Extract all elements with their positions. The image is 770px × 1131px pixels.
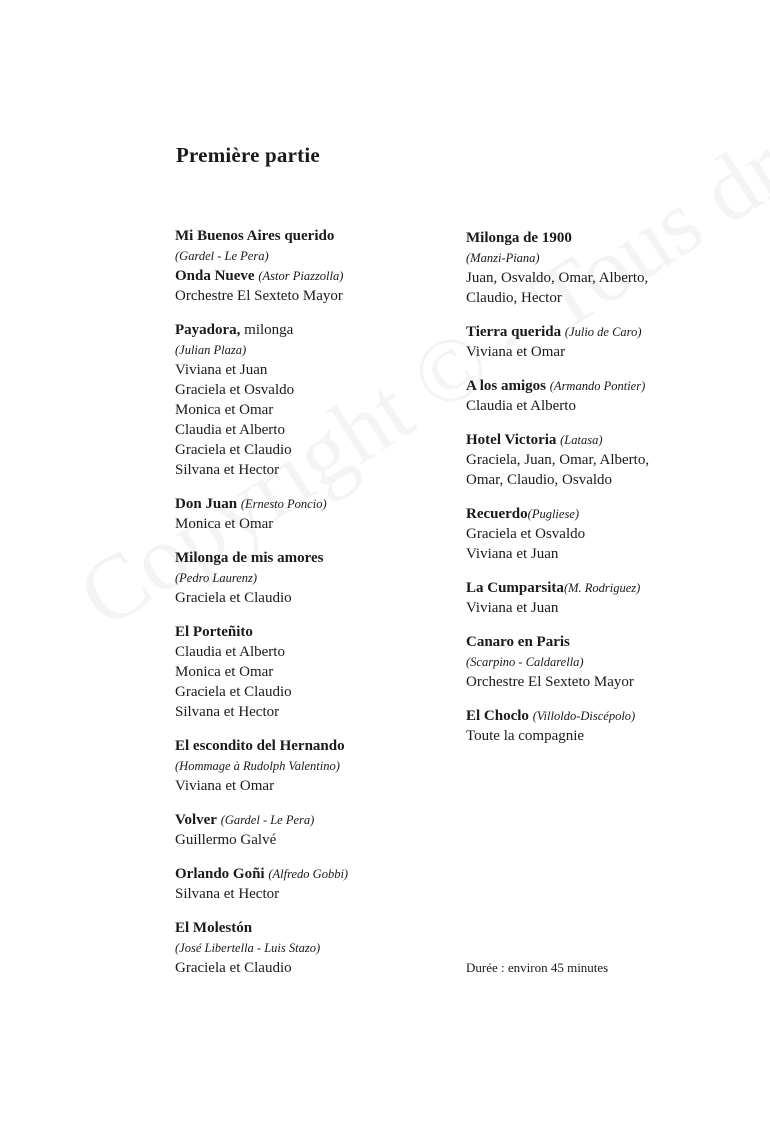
composer-credit: (José Libertella - Luis Stazo): [175, 941, 321, 955]
composer-credit: (Hommage à Rudolph Valentino): [175, 759, 340, 773]
piece-title: Orlando Goñi: [175, 866, 265, 882]
composer-credit: (Armando Pontier): [549, 379, 646, 393]
piece-title: Mi Buenos Aires querido: [175, 228, 335, 244]
performers-text: Viviana et Omar: [175, 778, 275, 794]
composer-credit: (Gardel - Le Pera): [220, 813, 315, 827]
composer-credit: (Pugliese): [527, 507, 580, 521]
program-item: [175, 226, 455, 306]
performers-text: Claudia et Alberto: [466, 398, 576, 414]
program-line: [466, 470, 746, 490]
program-line: [175, 622, 455, 642]
performers-text: Graciela et Osvaldo: [466, 526, 586, 542]
composer-credit: (Pedro Laurenz): [175, 571, 258, 585]
performers-text: Viviana et Juan: [466, 600, 559, 616]
piece-title: El escondito del Hernando: [175, 738, 345, 754]
performers-text: Graciela et Claudio: [175, 590, 292, 606]
performers-text: Graciela et Claudio: [175, 442, 292, 458]
program-line: [466, 544, 746, 564]
program-item: [175, 864, 455, 904]
program-line: [175, 380, 455, 400]
performers-text: milonga: [240, 322, 294, 338]
performers-text: Orchestre El Sexteto Mayor: [466, 674, 634, 690]
program-line: [175, 702, 455, 722]
piece-title: Payadora,: [175, 322, 241, 338]
program-item: [175, 810, 455, 850]
program-item: [466, 504, 746, 564]
piece-title: El Porteñito: [175, 624, 253, 640]
piece-title: Tierra querida: [466, 324, 562, 340]
program-item: [175, 622, 455, 722]
piece-title: Volver: [175, 812, 217, 828]
program-line: [466, 524, 746, 544]
program-line: [175, 440, 455, 460]
piece-title: Don Juan: [175, 496, 238, 512]
program-line: [466, 504, 746, 524]
piece-title: Recuerdo: [466, 506, 528, 522]
duration-note: Durée : environ 45 minutes: [466, 960, 609, 975]
composer-credit: (Villoldo-Discépolo): [532, 709, 636, 723]
piece-title: La Cumparsita: [466, 580, 564, 596]
piece-title: Onda Nueve: [175, 268, 255, 284]
performers-text: Claudio, Hector: [466, 290, 562, 306]
program-line: [466, 598, 746, 618]
program-column-left: [175, 226, 455, 992]
program-column-right: [466, 228, 746, 760]
performers-text: Monica et Omar: [175, 402, 274, 418]
performers-text: Graciela, Juan, Omar, Alberto,: [466, 452, 650, 468]
program-line: [175, 884, 455, 904]
performers-text: Claudia et Alberto: [175, 644, 285, 660]
program-line: [175, 810, 455, 830]
program-line: [466, 652, 746, 672]
performers-text: Juan, Osvaldo, Omar, Alberto,: [466, 270, 649, 286]
program-line: [175, 226, 455, 246]
program-line: [466, 706, 746, 726]
performers-text: Omar, Claudio, Osvaldo: [466, 472, 613, 488]
piece-title: A los amigos: [466, 378, 547, 394]
performers-text: Viviana et Juan: [175, 362, 268, 378]
program-line: [175, 320, 455, 340]
program-line: [175, 864, 455, 884]
performers-text: Viviana et Omar: [466, 344, 566, 360]
program-item: [466, 322, 746, 362]
program-line: [466, 396, 746, 416]
program-line: [466, 288, 746, 308]
performers-text: Viviana et Juan: [466, 546, 559, 562]
program-line: [175, 588, 455, 608]
program-line: [175, 266, 455, 286]
piece-title: El Choclo: [466, 708, 529, 724]
program-line: [466, 672, 746, 692]
program-line: [175, 756, 455, 776]
performers-text: Graciela et Claudio: [175, 684, 292, 700]
piece-title: Hotel Victoria: [466, 432, 557, 448]
program-line: [175, 514, 455, 534]
performers-text: Guillermo Galvé: [175, 832, 277, 848]
program-line: [175, 662, 455, 682]
program-line: [175, 682, 455, 702]
performers-text: Silvana et Hector: [175, 704, 280, 720]
program-line: [175, 918, 455, 938]
piece-title: Milonga de 1900: [466, 230, 572, 246]
performers-text: Orchestre El Sexteto Mayor: [175, 288, 343, 304]
program-line: [466, 248, 746, 268]
program-item: [466, 632, 746, 692]
program-line: [466, 228, 746, 248]
program-item: [175, 320, 455, 480]
program-line: [175, 286, 455, 306]
program-line: [175, 494, 455, 514]
composer-credit: (Gardel - Le Pera): [175, 249, 269, 263]
program-item: [466, 376, 746, 416]
program-line: [175, 400, 455, 420]
program-item: [175, 494, 455, 534]
program-line: [466, 322, 746, 342]
composer-credit: (Manzi-Piana): [466, 251, 540, 265]
performers-text: Monica et Omar: [175, 664, 274, 680]
program-line: [175, 642, 455, 662]
composer-credit: (Latasa): [560, 433, 603, 447]
program-line: [466, 726, 746, 746]
performers-text: Silvana et Hector: [175, 462, 280, 478]
performers-text: Graciela et Osvaldo: [175, 382, 295, 398]
composer-credit: (Ernesto Poncio): [240, 497, 327, 511]
program-line: [466, 450, 746, 470]
program-item: [466, 706, 746, 746]
piece-title: Canaro en Paris: [466, 634, 570, 650]
program-line: [466, 342, 746, 362]
program-line: [466, 430, 746, 450]
program-item: [175, 918, 455, 978]
performers-text: Claudia et Alberto: [175, 422, 285, 438]
program-line: [175, 340, 455, 360]
program-line: [466, 376, 746, 396]
program-item: [175, 736, 455, 796]
program-item: [466, 430, 746, 490]
program-line: [175, 776, 455, 796]
performers-text: Monica et Omar: [175, 516, 274, 532]
program-line: [175, 548, 455, 568]
program-line: [466, 578, 746, 598]
composer-credit: (Astor Piazzolla): [258, 269, 344, 283]
program-line: [175, 420, 455, 440]
performers-text: Graciela et Claudio: [175, 960, 292, 976]
page-title: Première partie: [176, 143, 320, 167]
program-line: [175, 736, 455, 756]
composer-credit: (Alfredo Gobbi): [268, 867, 349, 881]
piece-title: Milonga de mis amores: [175, 550, 324, 566]
composer-credit: (Julian Plaza): [175, 343, 247, 357]
program-line: [466, 268, 746, 288]
program-line: [175, 938, 455, 958]
performers-text: Silvana et Hector: [175, 886, 280, 902]
piece-title: El Molestón: [175, 920, 253, 936]
program-line: [466, 632, 746, 652]
program-item: [175, 548, 455, 608]
program-line: [175, 958, 455, 978]
program-line: [175, 568, 455, 588]
composer-credit: (Scarpino - Caldarella): [466, 655, 584, 669]
program-line: [175, 246, 455, 266]
composer-credit: (M. Rodriguez): [563, 581, 641, 595]
program-line: [175, 830, 455, 850]
program-item: [466, 228, 746, 308]
composer-credit: (Julio de Caro): [564, 325, 642, 339]
performers-text: Toute la compagnie: [466, 728, 585, 744]
program-line: [175, 360, 455, 380]
program-item: [466, 578, 746, 618]
program-line: [175, 460, 455, 480]
